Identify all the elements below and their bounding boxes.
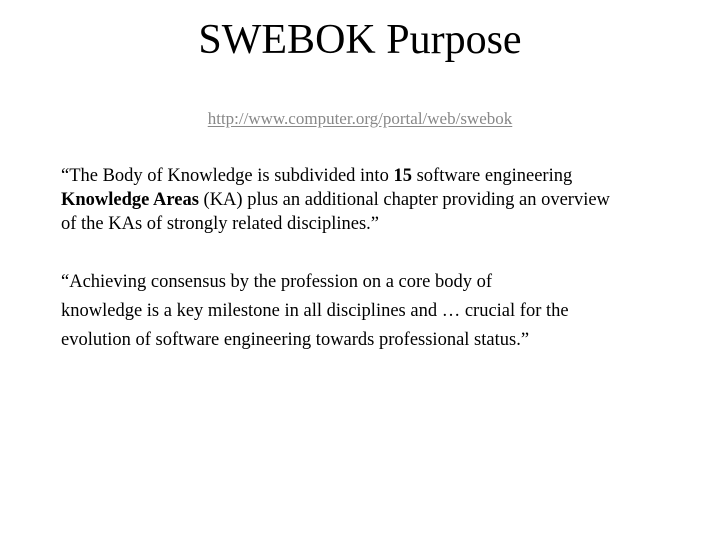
quote1-line2 bbox=[61, 188, 671, 212]
swebok-url-link[interactable]: http://www.computer.org/portal/web/swebok bbox=[207, 109, 513, 128]
quote2-line2: knowledge is a key milestone in all disciplines and … crucial for the bbox=[61, 301, 569, 321]
quote2-line3: evolution of software engineering towards professional status.” bbox=[61, 330, 530, 350]
quote1-line2-end: (KA) plus an additional chapter providing an overview bbox=[198, 190, 610, 210]
ka-count: 15 bbox=[393, 166, 412, 186]
quote-paragraph-consensus bbox=[61, 268, 661, 355]
slide-title: SWEBOK Purpose bbox=[198, 17, 522, 63]
quote-paragraph-knowledge-areas bbox=[61, 164, 671, 236]
quote1-line3: of the KAs of strongly related disciplines.” bbox=[61, 214, 380, 234]
quote2-line1: “Achieving consensus by the profession on a core body of bbox=[61, 272, 493, 292]
knowledge-areas-term: Knowledge Areas bbox=[61, 190, 199, 210]
quote1-line1 bbox=[61, 164, 671, 188]
quote1-line1-end: software engineering bbox=[411, 166, 573, 186]
quote1-line1-start: “The Body of Knowledge is subdivided into bbox=[61, 166, 394, 186]
